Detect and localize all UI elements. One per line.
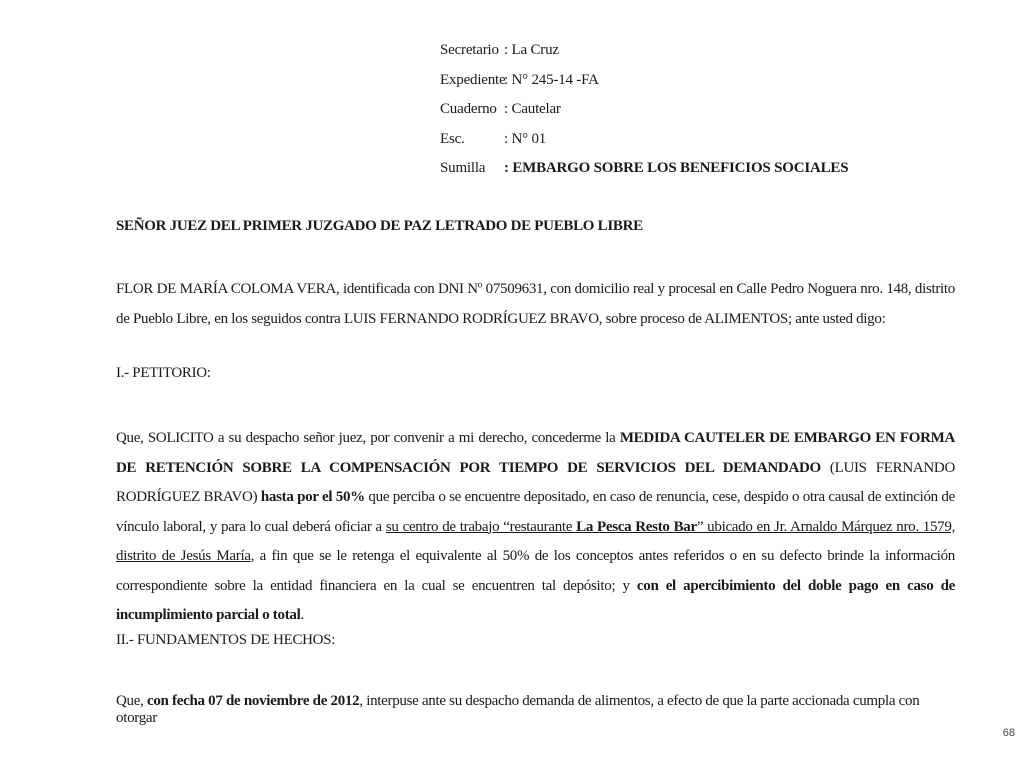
header-value: : N° 01: [504, 130, 547, 147]
bold-run: MEDIDA CAUTELER DE EMBARGO EN FORMA DE RETENCIÓN SOBRE LA COMPENSACIÓN POR TIEMPO DE SERVICIOS DEL DEMANDADO: [116, 430, 955, 476]
underlined-bold-run: La Pesca Resto Bar: [576, 518, 697, 535]
case-header: [440, 40, 848, 188]
header-key: Sumilla: [440, 160, 486, 176]
underlined-run: ” ubicado en Jr. Arnaldo Márquez nro. 1579, distrito de Jesús María: [116, 518, 956, 564]
petitorio-paragraph: [116, 424, 955, 631]
bold-run: con el apercibimiento del doble pago en caso de incumplimiento parcial o total: [116, 577, 955, 623]
underlined-run: su centro de trabajo “restaurante: [385, 518, 577, 535]
header-key: Expediente: [440, 71, 506, 88]
page-number: 68: [1002, 727, 1015, 739]
header-row-sumilla: [440, 158, 848, 188]
header-key: Cuaderno: [440, 101, 497, 117]
addressee: SEÑOR JUEZ DEL PRIMER JUZGADO DE PAZ LETRADO DE PUEBLO LIBRE: [116, 218, 643, 234]
header-row-secretario: [440, 40, 848, 70]
header-key: Esc.: [440, 130, 465, 147]
bold-run: hasta por el 50%: [260, 489, 365, 505]
header-value: : N° 245-14 -FA: [504, 71, 599, 88]
section-heading-petitorio: I.- PETITORIO:: [116, 365, 211, 381]
header-row-expediente: [440, 70, 848, 100]
text-run: (LUIS FERNANDO RODRÍGUEZ BRAVO): [116, 459, 955, 505]
text-run: que perciba o se encuentre depositado, en caso de renuncia, cese, despido o otra causal de extinción de vínculo laboral, y para lo cual deberá oficiar a: [116, 489, 955, 535]
header-row-esc: [440, 129, 848, 159]
text-run: Que,: [116, 693, 147, 709]
header-value: : Cautelar: [504, 101, 561, 117]
text-run: .: [300, 607, 304, 623]
text-run: , interpuse ante su despacho demanda de alimentos, a efecto de que la parte accionada cumpla con otorgar: [116, 693, 920, 726]
header-key: Secretario: [440, 42, 499, 58]
fundamentos-paragraph: [116, 693, 955, 727]
text-run: , a fin que se le retenga el equivalente al 50% de los conceptos antes referidos o en su defecto brinde la información correspondiente sobre la entidad financiera en la cual se encuentren tal depósito; y: [116, 548, 955, 594]
text-run: Que, SOLICITO a su despacho señor juez, por convenir a mi derecho, concederme la: [116, 430, 620, 446]
section-heading-fundamentos: II.- FUNDAMENTOS DE HECHOS:: [116, 632, 336, 648]
bold-run: con fecha 07 de noviembre de 2012: [147, 693, 360, 709]
header-value: : La Cruz: [504, 42, 559, 58]
header-value: : EMBARGO SOBRE LOS BENEFICIOS SOCIALES: [504, 160, 849, 176]
header-row-cuaderno: [440, 99, 848, 129]
intro-paragraph: FLOR DE MARÍA COLOMA VERA, identificada con DNI Nº 07509631, con domicilio real y procesal en Calle Pedro Noguera nro. 148, distrito de Pueblo Libre, en los seguidos contra LUIS FERNANDO RODRÍGUEZ BRAVO, sobre proceso de ALIMENTOS; ante usted digo:: [116, 281, 955, 327]
